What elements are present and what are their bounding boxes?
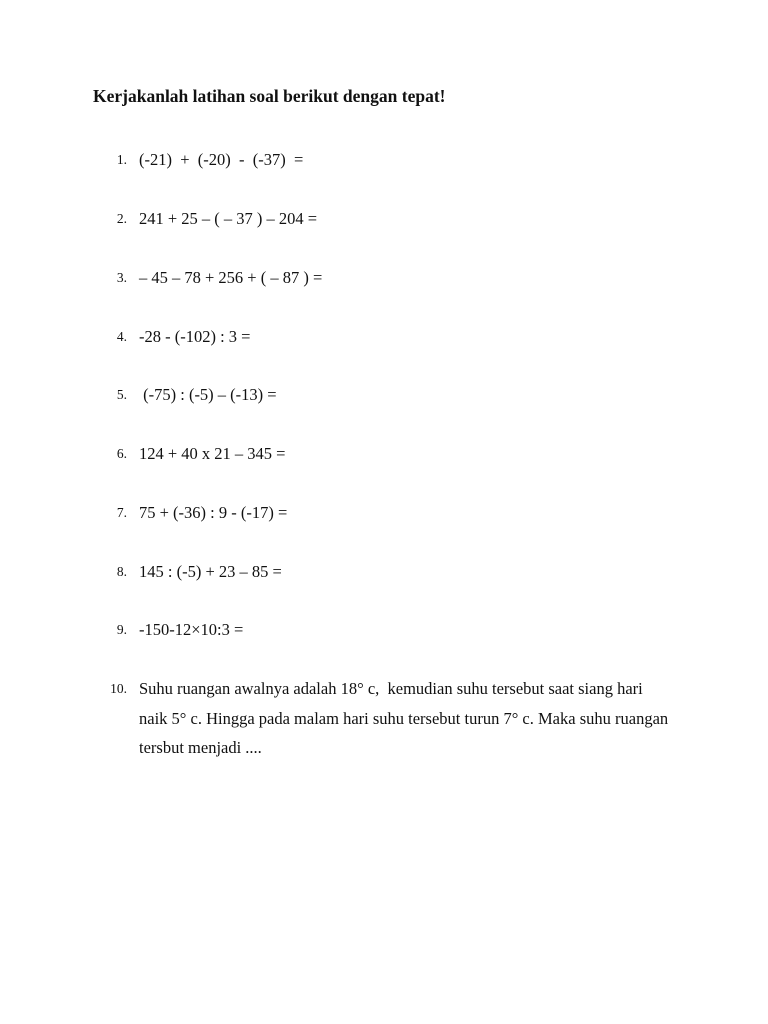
question-text: 145 : (-5) + 23 – 85 = (139, 562, 282, 581)
question-text: 124 + 40 x 21 – 345 = (139, 444, 286, 463)
question-number: 3. (116, 270, 127, 285)
question-text: -150-12×10:3 = (139, 620, 244, 639)
question-number: 8. (116, 564, 127, 579)
question-text: -28 - (-102) : 3 = (139, 327, 251, 346)
question-number: 5. (116, 387, 127, 402)
question-number: 6. (116, 446, 127, 461)
question-number: 10. (110, 681, 127, 696)
question-number: 9. (116, 622, 127, 637)
question-number: 2. (116, 211, 127, 226)
question-number: 7. (116, 505, 127, 520)
question-text: 241 + 25 – ( – 37 ) – 204 = (139, 209, 318, 228)
question-text: Suhu ruangan awalnya adalah 18° c, kemudian suhu tersebut saat siang hari naik 5° c. Hingga pada malam hari suhu tersebut turun 7° c. Maka suhu ruangan tersbut menjadi .... (139, 679, 673, 757)
question-number: 1. (116, 152, 127, 167)
question-text: 75 + (-36) : 9 - (-17) = (139, 503, 288, 522)
question-text: (-75) : (-5) – (-13) = (139, 385, 277, 404)
question-number: 4. (116, 329, 127, 344)
question-text: – 45 – 78 + 256 + ( – 87 ) = (139, 268, 323, 287)
page-title: Kerjakanlah latihan soal berikut dengan tepat! (93, 86, 446, 106)
question-text: (-21) + (-20) - (-37) = (139, 150, 304, 169)
